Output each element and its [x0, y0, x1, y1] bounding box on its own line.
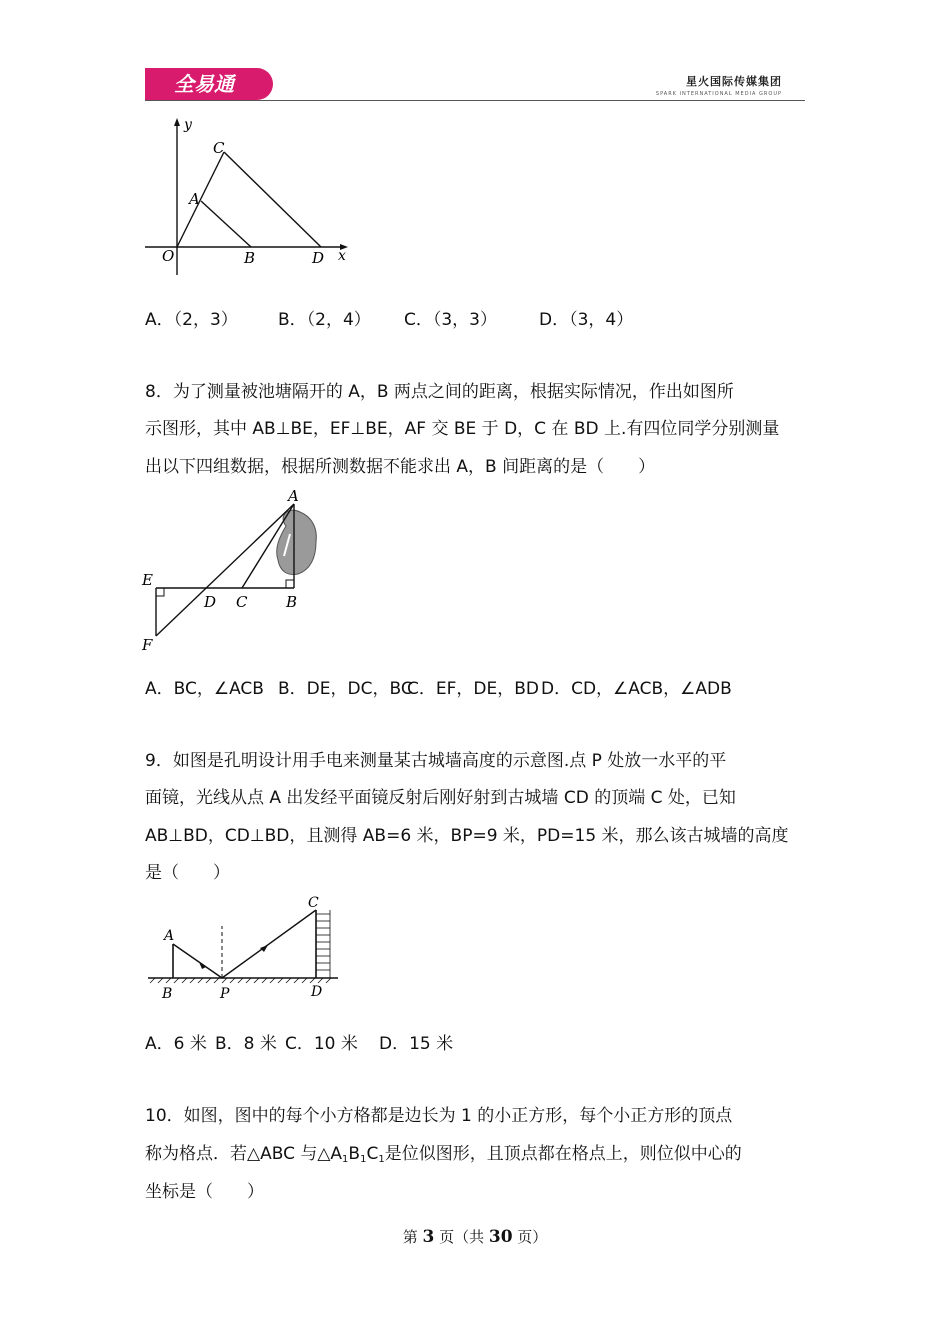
label-x: x: [338, 248, 346, 264]
ray-ap: [173, 944, 222, 978]
label-y: y: [184, 117, 192, 133]
q9-options: [145, 1033, 453, 1055]
q9-line-4: 是（ ）: [145, 863, 230, 883]
q10-line-2-end: 是位似图形，且顶点都在格点上，则位似中心的: [384, 1144, 742, 1164]
segment-cd: [224, 152, 321, 247]
q8-line-2: 示图形，其中 AB⊥BE，EF⊥BE，AF 交 BE 于 D，C 在 BD 上.有四位同学分别测量: [145, 419, 780, 439]
q10-line-2-start: 称为格点．若△ABC 与△A: [145, 1144, 343, 1164]
footer-post: 页）: [512, 1228, 548, 1246]
q8-line-3: 出以下四组数据，根据所测数据不能求出 A，B 间距离的是（ ）: [145, 457, 656, 477]
q7-option-d: D．（3，4）: [539, 310, 634, 330]
label-d: D: [311, 984, 323, 1000]
q9-option-a: A．6 米: [145, 1034, 207, 1054]
wall-hatching: [316, 910, 330, 978]
q8-option-a: A．BC，∠ACB: [145, 679, 264, 699]
footer-mid: 页（共: [434, 1228, 489, 1246]
label-c: C: [213, 139, 225, 157]
label-d: D: [312, 249, 325, 267]
figure-q9-wall: [138, 892, 348, 1007]
subscript-c1: 1: [378, 1154, 385, 1165]
q7-options: [145, 309, 633, 331]
label-c: C: [236, 593, 248, 611]
label-a: A: [189, 190, 200, 208]
q10-line-2: [145, 1143, 742, 1171]
subscript-a1: 1: [342, 1154, 349, 1165]
line-fa: [156, 504, 294, 636]
org-subtitle: SPARK INTERNATIONAL MEDIA GROUP: [655, 91, 782, 97]
label-e: E: [142, 571, 153, 589]
right-angle-e: [156, 588, 164, 596]
q8-option-b: B．DE，DC，BC: [278, 679, 413, 699]
q8-option-d: D．CD，∠ACB，∠ADB: [541, 679, 732, 699]
page-total: 30: [488, 1227, 513, 1247]
label-b: B: [162, 986, 173, 1002]
q8-line-1: 8．为了测量被池塘隔开的 A，B 两点之间的距离，根据实际情况，作出如图所: [145, 382, 734, 402]
brand-logo: [145, 68, 273, 100]
label-f: F: [142, 636, 153, 654]
q9-line-2: 面镜，光线从点 A 出发经平面镜反射后刚好射到古城墙 CD 的顶端 C 处，已知: [145, 788, 736, 808]
org-name: 星火国际传媒集团: [686, 75, 782, 88]
segment-ab: [201, 201, 251, 247]
label-p: P: [220, 986, 230, 1002]
q7-option-a: A．（2，3）: [145, 310, 238, 330]
q9-line-3: AB⊥BD，CD⊥BD，且测得 AB=6 米，BP=9 米，PD=15 米，那么该古城墙的高度: [145, 826, 789, 846]
label-c: C: [308, 895, 319, 911]
label-b: B: [286, 593, 298, 611]
label-a: A: [164, 928, 175, 944]
y-axis-arrow: [174, 118, 180, 126]
page-footer: [0, 1226, 950, 1247]
q8-options: [145, 678, 732, 700]
q10-line-3: 坐标是（ ）: [145, 1182, 264, 1202]
letter-c: C: [366, 1144, 379, 1164]
q7-option-c: C．（3，3）: [404, 310, 498, 330]
segment-oc: [177, 152, 224, 247]
q7-option-b: B．（2，4）: [278, 310, 371, 330]
figure-q7-coordinate: [140, 115, 360, 285]
label-o: O: [162, 247, 175, 265]
q9-option-c: C．10 米: [285, 1034, 358, 1054]
header-divider: [145, 100, 805, 101]
label-b: B: [244, 249, 256, 267]
logo-text: 全易通: [174, 72, 234, 96]
right-angle-b: [286, 580, 294, 588]
q9-option-d: D．15 米: [379, 1034, 454, 1054]
arrow-pc: [260, 945, 268, 952]
footer-pre: 第: [402, 1228, 423, 1246]
ray-pc: [222, 910, 316, 978]
subscript-b1: 1: [360, 1154, 367, 1165]
q10-line-1: 10．如图，图中的每个小方格都是边长为 1 的小正方形，每个小正方形的顶点: [145, 1106, 733, 1126]
q8-option-c: C．EF，DE，BD: [407, 679, 539, 699]
pond-shape: [277, 510, 317, 574]
ground-hatching: [150, 978, 331, 983]
figure-q8-pond: [138, 486, 338, 656]
header-org: [656, 73, 782, 97]
label-a: A: [288, 487, 299, 505]
label-d: D: [204, 593, 217, 611]
letter-b: B: [348, 1144, 361, 1164]
q9-line-1: 9．如图是孔明设计用手电来测量某古城墙高度的示意图.点 P 处放一水平的平: [145, 751, 727, 771]
q9-option-b: B．8 米: [215, 1034, 277, 1054]
page-number: 3: [422, 1227, 435, 1247]
